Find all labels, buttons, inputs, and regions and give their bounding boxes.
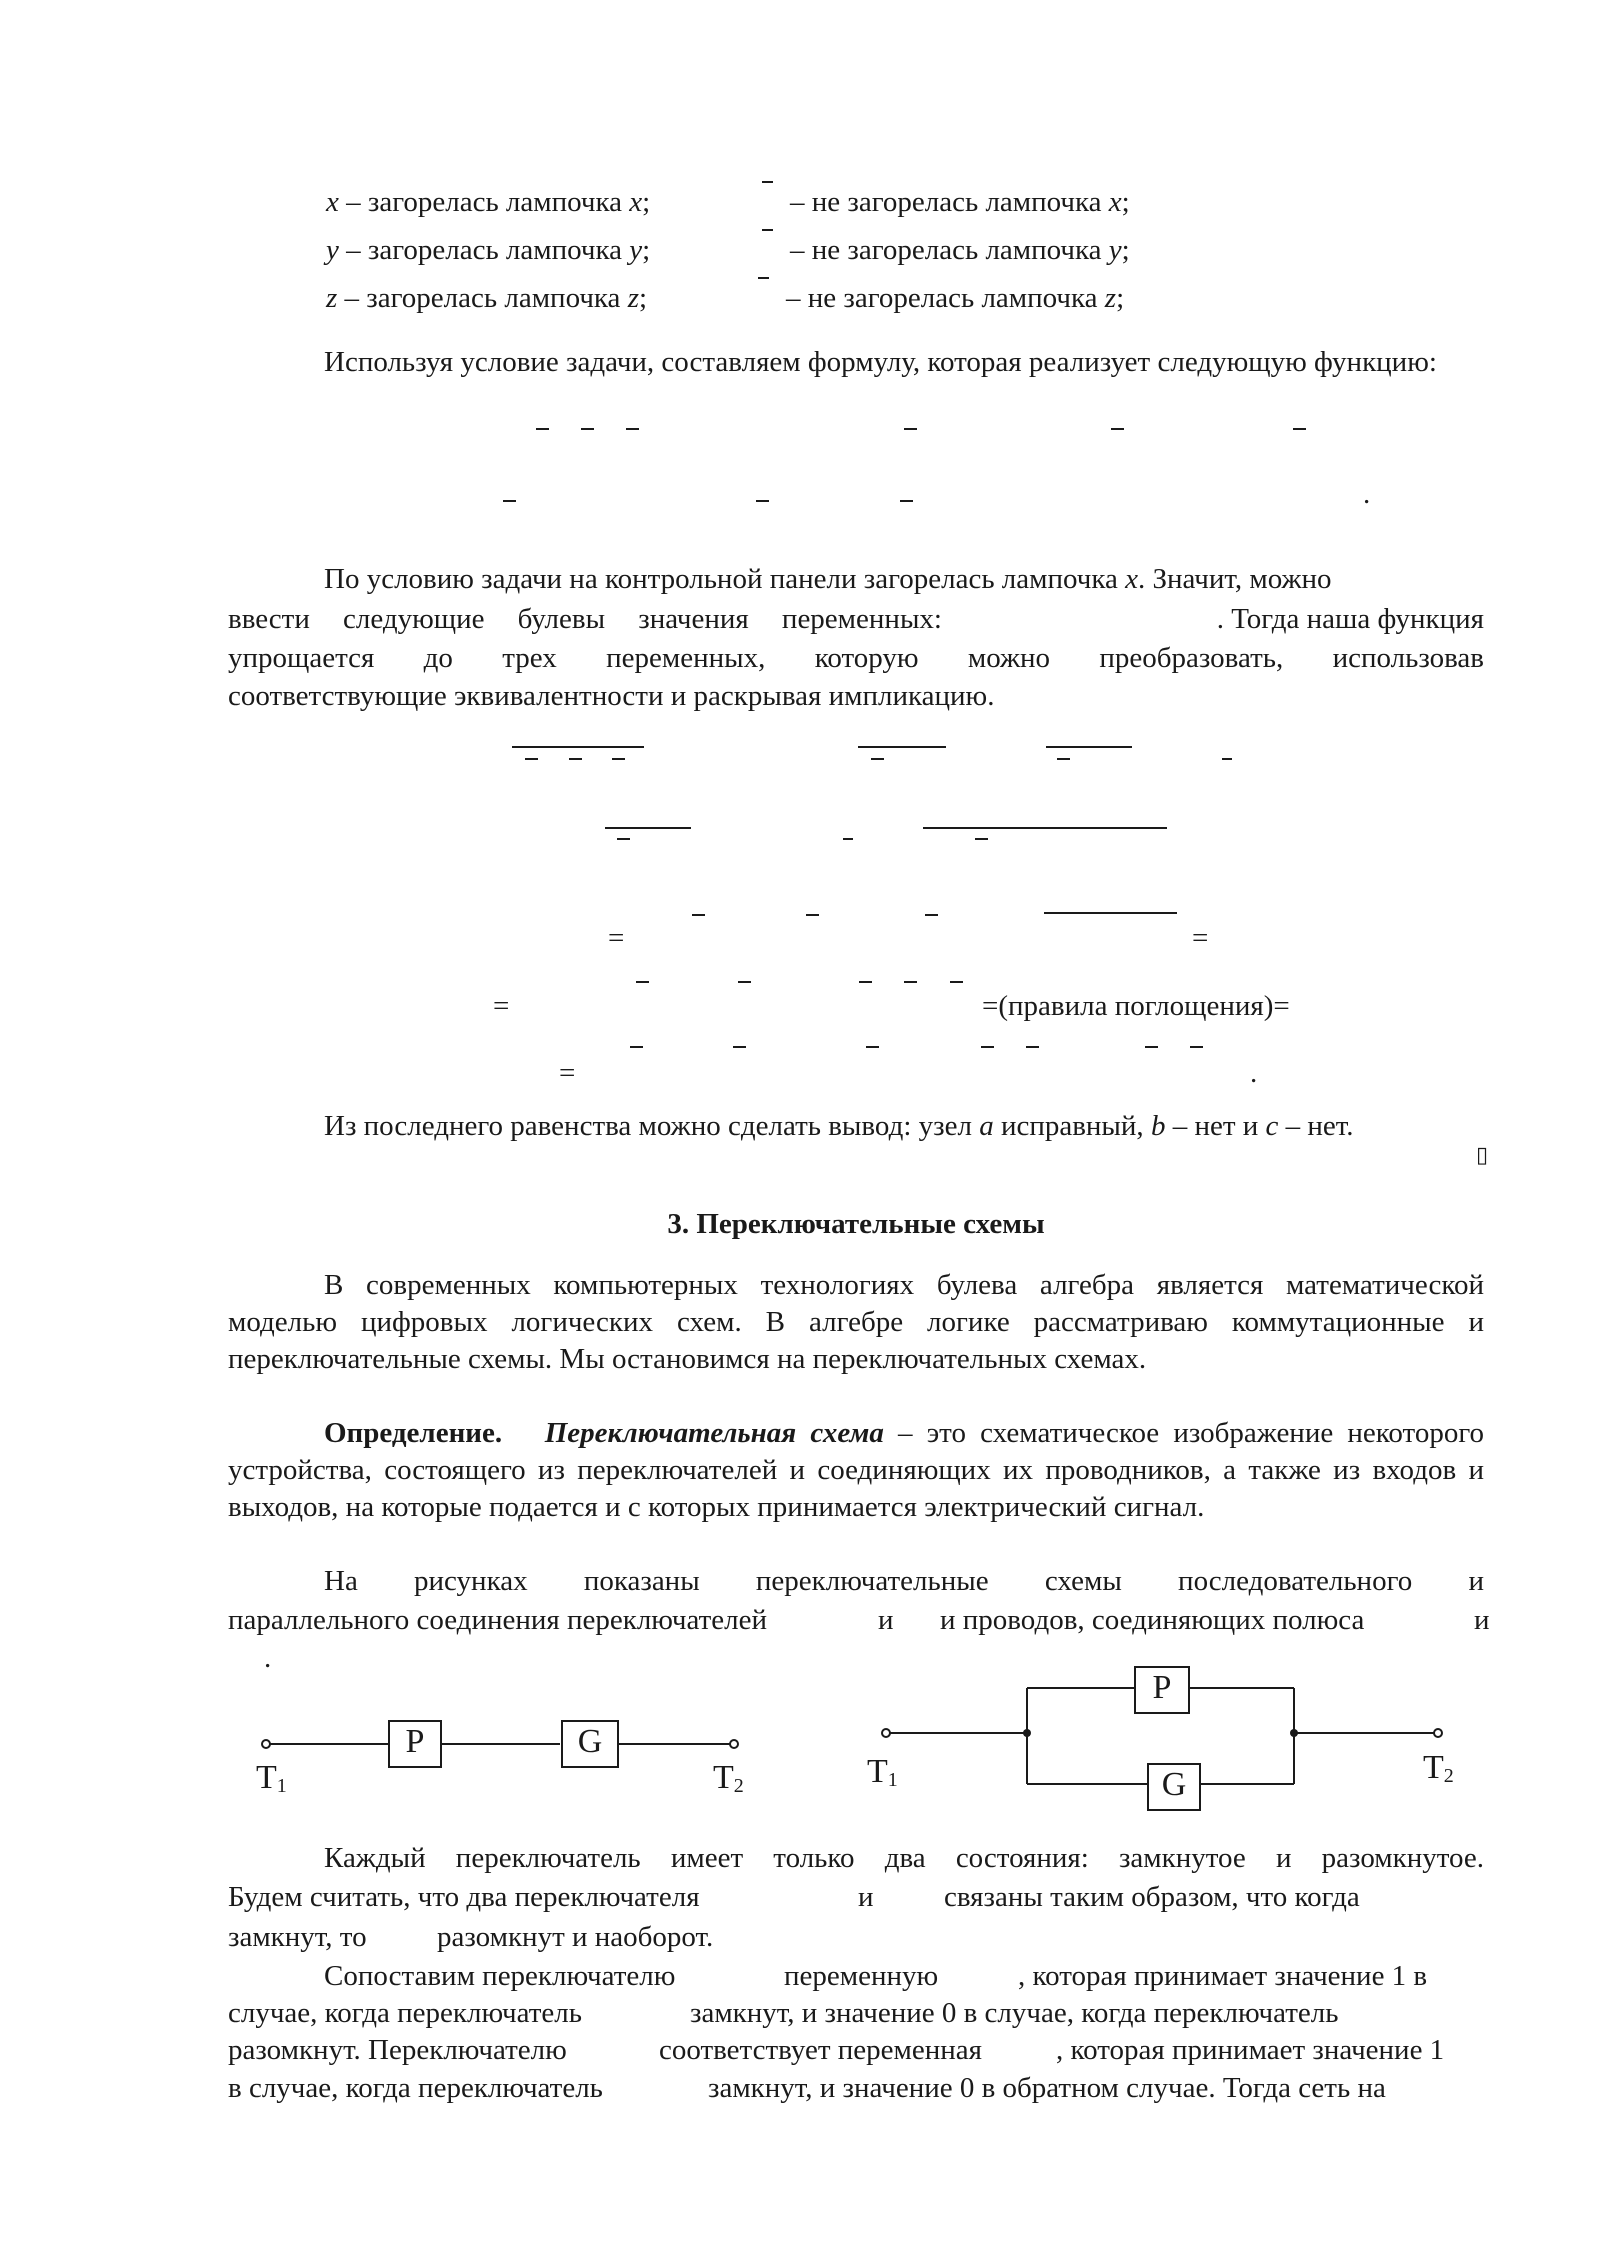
definition-label: Определение. [324,1417,503,1449]
switch-p-box: P [1134,1666,1190,1714]
equals-sign: = [608,922,625,954]
switch-p-box: P [388,1720,442,1768]
equals-sign: = [559,1057,576,1089]
formula-dot: . [1363,478,1371,510]
equals-sign: = [1192,922,1209,954]
switch-g-box: G [1147,1763,1201,1811]
legend-neg-y: – не загорелась лампочка y; [790,234,1130,266]
legend-line-x: x – загорелась лампочка x; [326,186,651,218]
var-x: x [326,186,339,218]
var-y: y [326,234,339,266]
legend-neg-z: – не загорелась лампочка z; [786,282,1125,314]
var-z: z [326,282,338,314]
definition-paragraph: Определение. Переключательная схема – это схематическое изображение некоторого устройства, состоящего из переключателей и соединяющих их проводников, а также из входов и выходов, на которые подается и с которых принимается электрический сигнал. [228,1417,1484,1523]
legend-line-z: z – загорелась лампочка z; [326,282,648,314]
formula-dot: . [1250,1057,1258,1089]
terminal-t1: $T_1$ [867,1753,898,1791]
equals-sign: = [493,990,510,1022]
conclusion: Из последнего равенства можно сделать вывод: узел a исправный, b – нет и c – нет. [324,1110,1354,1142]
formula-intro: Используя условие задачи, составляем формулу, которая реализует следующую функцию: [324,346,1437,378]
definition-term: Переключательная схема [544,1417,884,1449]
intro-paragraph: В современных компьютерных технологиях булева алгебра является математической моделью цифровых логических схем. В алгебре логике рассматриваю коммутационные и переключательные схемы. Мы остановимся на переключательных схемах. [228,1269,1484,1375]
end-of-proof-mark: ▯ [1476,1142,1489,1167]
terminal-t1: $T_1$ [256,1759,287,1797]
document-page: x – загорелась лампочка x; y – загорелась лампочка y; z – загорелась лампочка z; – не загорелась лампочка x; – не загорелась лампочка y; – не загорелась лампочка z; Используя условие задачи, составляем формулу, которая реализует следующую функцию: . По условию задачи на контрольной панели загорелась лампочка x. Значит, можно ввести следующие булевы значения переменных: . Тогда наша функция упрощается до трех переменных, которую можно преобразовать, использовав соответствующие эквивалентности и раскрывая импликацию. = = = =(правила поглощения)= = . Из последнего равенства можно сделать вывод: узел a исправный, b – нет и c – нет. ▯ 3. Переключательные схемы В современных компьютерных технологиях булева алгебра является математической моделью цифровых логических схем. В алгебре логике рассматриваю коммутационные и переключательные схемы. Мы остановимся на переключательных схемах. Определение. Переключательная схема – это схематическое изображение некоторого устройства, состоящего из переключателей и соединяющих их проводников, а также из входов и выходов, на которые подается и с которых принимается электрический сигнал. На рисунках показаны переключательные схемы последовательного и параллельного соединения переключателей и и проводов, соединяющих полюса и . P G $T_1$ $T_2$ P G $T_1$ $T_2$ Каждый переключатель имеет только два состояния: замкнутое и разомкнутое. Будем считать, что два переключателя и связаны таким образом, что когда замкнут, то разомкнут и наоборот. Сопоставим переключателю переменную , которая принимает значение 1 в случае, когда переключатель замкнут, и значение 0 в случае, когда переключатель разомкнут. Переключателю соответствует переменная , которая принимает значение 1 в случае, когда переключатель замкнут, и значение 0 в обратном случае. Тогда сеть на [0,0,1600,2262]
switch-g-box: G [561,1720,619,1768]
terminal-t2: $T_2$ [1423,1749,1454,1787]
legend-neg-x: – не загорелась лампочка x; [790,186,1130,218]
absorption-rule: =(правила поглощения)= [982,990,1290,1022]
legend-line-y: y – загорелась лампочка y; [326,234,651,266]
section-title: 3. Переключательные схемы [667,1208,1045,1240]
terminal-t2: $T_2$ [713,1759,744,1797]
